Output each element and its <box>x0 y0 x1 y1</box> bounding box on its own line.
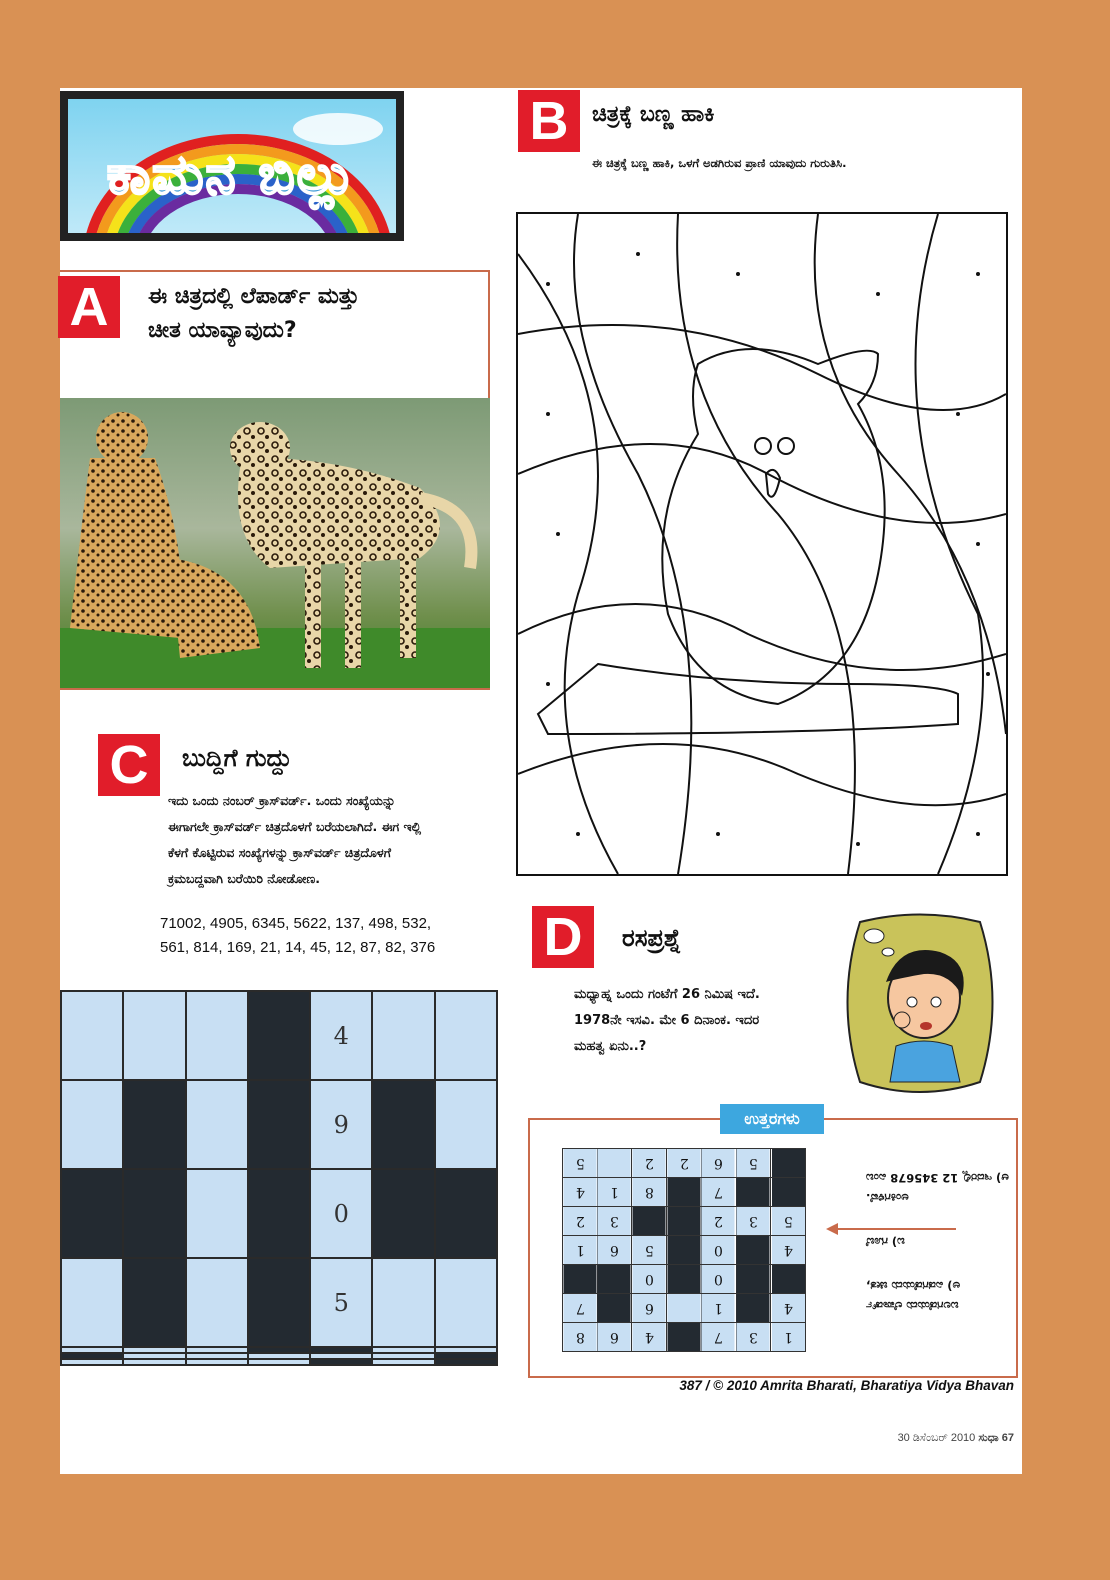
number-crossword-grid <box>60 990 498 1366</box>
grid-cell[interactable]: 5 <box>310 1258 372 1347</box>
grid-cell[interactable]: 6 <box>701 1149 736 1178</box>
grid-cell-blocked <box>435 1359 497 1365</box>
grid-cell[interactable]: 2 <box>563 1207 598 1236</box>
grid-row <box>61 1080 497 1169</box>
grid-cell-blocked <box>632 1207 667 1236</box>
grid-cell[interactable]: 2 <box>701 1207 736 1236</box>
footer-page-number: 67 <box>1001 1432 1014 1444</box>
section-a-question-line2: ಚೀತ ಯಾವ್ಯಾವುದು? <box>148 318 297 343</box>
grid-cell[interactable] <box>435 1080 497 1169</box>
grid-cell[interactable]: 1 <box>597 1178 632 1207</box>
answers-title: ಉತ್ತರಗಳು <box>720 1104 824 1134</box>
grid-cell[interactable] <box>186 1359 248 1365</box>
grid-cell[interactable] <box>435 991 497 1080</box>
grid-cell[interactable] <box>61 1080 123 1169</box>
grid-cell[interactable]: 5 <box>736 1149 771 1178</box>
grid-cell[interactable]: 5 <box>563 1149 598 1178</box>
grid-row <box>563 1149 806 1178</box>
grid-cell-blocked <box>597 1294 632 1323</box>
grid-cell-blocked <box>597 1265 632 1294</box>
grid-cell[interactable]: 7 <box>701 1323 736 1352</box>
grid-cell-blocked <box>435 1169 497 1258</box>
coloring-picture <box>516 212 1008 876</box>
section-c-title: ಬುದ್ದಿಗೆ ಗುದ್ದು <box>182 744 292 772</box>
grid-cell-blocked <box>123 1258 185 1347</box>
section-d-question <box>574 982 760 1060</box>
grid-cell[interactable]: 3 <box>597 1207 632 1236</box>
big-cats-illustration <box>60 398 490 688</box>
grid-cell[interactable]: 0 <box>701 1236 736 1265</box>
grid-row <box>563 1236 806 1265</box>
grid-cell[interactable] <box>123 991 185 1080</box>
section-c-description <box>168 788 508 892</box>
section-c-text-line: ಕ್ರಮಬದ್ದವಾಗಿ ಬರೆಯಿರಿ ನೋಡೋಣ. <box>168 871 320 886</box>
footer-date: 30 ಡಿಸೆಂಬರ್ 2010 <box>897 1432 976 1444</box>
section-a-letter: A <box>58 276 120 338</box>
quiz-question-line: 1978ನೇ ಇಸವಿ. ಮೇ 6 ದಿನಾಂಕ. ಇದರ <box>574 1013 760 1028</box>
grid-row <box>563 1178 806 1207</box>
section-b-instruction: ಈ ಚಿತ್ರಕ್ಕೆ ಬಣ್ಣ ಹಾಕಿ, ಒಳಗೆ ಅಡಗಿರುವ ಪ್ರಾಣಿ ಯಾವುದು ಗುರುತಿಸಿ. <box>592 156 847 170</box>
grid-cell-blocked <box>667 1323 702 1352</box>
grid-row <box>61 991 497 1080</box>
grid-cell[interactable] <box>61 1258 123 1347</box>
grid-row <box>563 1265 806 1294</box>
grid-cell[interactable] <box>61 1359 123 1365</box>
page-footer <box>840 1432 1014 1445</box>
grid-cell-blocked <box>123 1169 185 1258</box>
grid-cell[interactable] <box>248 1359 310 1365</box>
grid-cell[interactable]: 2 <box>632 1149 667 1178</box>
grid-cell[interactable] <box>61 991 123 1080</box>
copyright-credit: 387 / © 2010 Amrita Bharati, Bharatiya Vidya Bhavan <box>679 1378 1014 1393</box>
grid-cell[interactable]: 6 <box>597 1323 632 1352</box>
grid-cell-blocked <box>771 1149 806 1178</box>
grid-cell-blocked <box>61 1169 123 1258</box>
grid-cell[interactable] <box>372 1359 434 1365</box>
grid-cell-blocked <box>563 1265 598 1294</box>
grid-cell-blocked <box>248 1169 310 1258</box>
grid-cell[interactable]: 2 <box>667 1149 702 1178</box>
grid-cell[interactable]: 4 <box>632 1323 667 1352</box>
grid-cell-blocked <box>310 1359 372 1365</box>
grid-cell-blocked <box>771 1265 806 1294</box>
grid-cell-blocked <box>123 1080 185 1169</box>
grid-cell[interactable] <box>186 991 248 1080</box>
grid-cell[interactable] <box>597 1149 632 1178</box>
grid-cell-blocked <box>736 1236 771 1265</box>
grid-cell-blocked <box>771 1178 806 1207</box>
grid-cell-blocked <box>372 1080 434 1169</box>
grid-cell[interactable]: 4 <box>771 1236 806 1265</box>
grid-cell[interactable]: 1 <box>701 1294 736 1323</box>
grid-cell[interactable] <box>435 1258 497 1347</box>
grid-cell-blocked <box>667 1207 702 1236</box>
grid-cell[interactable]: 5 <box>632 1236 667 1265</box>
footer-magazine: ಸುಧಾ <box>978 1432 999 1444</box>
grid-cell[interactable]: 1 <box>771 1323 806 1352</box>
masthead-logo <box>60 91 404 241</box>
cheetah-leopard-photo <box>60 398 490 688</box>
answers-notes <box>866 1168 1012 1316</box>
section-d-letter: D <box>532 906 594 968</box>
answer-crossword-grid <box>562 1148 806 1352</box>
grid-cell-blocked <box>372 1169 434 1258</box>
grid-row <box>61 1359 497 1365</box>
quiz-question-line: ಮಹತ್ವ ಏನು..? <box>574 1039 647 1054</box>
grid-cell[interactable]: 3 <box>736 1323 771 1352</box>
grid-cell[interactable] <box>667 1294 702 1323</box>
answer-note: ಆ) ಇದರಲ್ಲಿ 12 345678 ಎಂಬ <box>866 1171 1009 1185</box>
grid-cell[interactable]: 6 <box>632 1294 667 1323</box>
grid-cell[interactable] <box>372 991 434 1080</box>
grid-cell[interactable]: 0 <box>701 1265 736 1294</box>
grid-cell[interactable] <box>123 1359 185 1365</box>
grid-cell[interactable]: 9 <box>310 1080 372 1169</box>
answer-note: ಅಂಕಿಗಳಿವೆ. <box>866 1191 909 1205</box>
grid-cell[interactable]: 3 <box>736 1207 771 1236</box>
grid-cell[interactable]: 4 <box>310 991 372 1080</box>
section-b-title: ಚಿತ್ರಕ್ಕೆ ಬಣ್ಣ ಹಾಕಿ <box>592 102 715 127</box>
section-c-numbers <box>160 912 435 960</box>
grid-cell[interactable]: 8 <box>563 1323 598 1352</box>
grid-row <box>563 1323 806 1352</box>
grid-cell[interactable] <box>372 1258 434 1347</box>
masthead-title: ಕಾಮನ ಬಿಲ್ಲು <box>106 143 358 206</box>
grid-cell[interactable]: 0 <box>632 1265 667 1294</box>
numbers-line-2: 561, 814, 169, 21, 14, 45, 12, 87, 82, 376 <box>160 939 436 956</box>
grid-cell-blocked <box>667 1265 702 1294</box>
grid-cell[interactable]: 4 <box>563 1178 598 1207</box>
grid-cell-blocked <box>736 1265 771 1294</box>
hidden-owl-drawing <box>518 214 1006 874</box>
grid-cell-blocked <box>736 1178 771 1207</box>
grid-cell-blocked <box>248 1080 310 1169</box>
grid-cell[interactable]: 7 <box>563 1294 598 1323</box>
grid-cell[interactable]: 0 <box>310 1169 372 1258</box>
grid-cell-blocked <box>667 1236 702 1265</box>
grid-cell[interactable]: 4 <box>771 1294 806 1323</box>
grid-row <box>563 1294 806 1323</box>
grid-cell[interactable]: 1 <box>563 1236 598 1265</box>
section-c-letter: C <box>98 734 160 796</box>
grid-cell[interactable]: 7 <box>701 1178 736 1207</box>
grid-cell[interactable]: 6 <box>597 1236 632 1265</box>
thinking-boy-icon <box>840 912 1000 1096</box>
answer-note: ಅ) ಎಡಗಡೆಯದು ಚೀತ, <box>866 1279 961 1293</box>
thinking-boy-illustration <box>840 912 1000 1096</box>
grid-row <box>61 1169 497 1258</box>
grid-cell[interactable] <box>186 1169 248 1258</box>
section-d-title: ರಸಪ್ರಶ್ನೆ <box>622 924 682 952</box>
grid-cell-blocked <box>248 1258 310 1347</box>
grid-cell[interactable] <box>186 1258 248 1347</box>
grid-cell[interactable]: 5 <box>771 1207 806 1236</box>
answer-note: ಬಲಗಡೆಯದು ಲೆಪಾರ್ಡ್ <box>866 1299 959 1313</box>
grid-cell-blocked <box>248 991 310 1080</box>
grid-cell[interactable] <box>186 1080 248 1169</box>
grid-row <box>61 1258 497 1347</box>
section-a-question-line1: ಈ ಚಿತ್ರದಲ್ಲಿ ಲೆಪಾರ್ಡ್ ಮತ್ತು <box>148 284 360 309</box>
section-b-letter: B <box>518 90 580 152</box>
section-c-text-line: ಇದು ಒಂದು ನಂಬರ್ ಕ್ರಾಸ್‌ವರ್ಡ್. ಒಂದು ಸಂಖ್ಯೆಯನ್ನು <box>168 793 396 808</box>
grid-row <box>563 1207 806 1236</box>
answer-note: ಬ) ಗೂಬೆ <box>866 1235 905 1249</box>
section-c-text-line: ಕೆಳಗೆ ಕೊಟ್ಟಿರುವ ಸಂಖ್ಯೆಗಳನ್ನು ಕ್ರಾಸ್‌ವರ್ಡ್ ಚಿತ್ರದೊಳಗೆ <box>168 845 391 860</box>
grid-cell[interactable]: 8 <box>632 1178 667 1207</box>
grid-cell-blocked <box>667 1178 702 1207</box>
grid-cell-blocked <box>736 1294 771 1323</box>
quiz-question-line: ಮಧ್ಯಾಹ್ನ ಒಂದು ಗಂಟೆಗೆ 26 ನಿಮಿಷ ಇದೆ. <box>574 987 760 1002</box>
numbers-line-1: 71002, 4905, 6345, 5622, 137, 498, 532, <box>160 915 432 932</box>
section-c-text-line: ಈಗಾಗಲೇ ಕ್ರಾಸ್‌ವರ್ಡ್ ಚಿತ್ರದೊಳಗೆ ಬರೆಯಲಾಗಿದೆ. ಈಗ ಇಲ್ಲಿ <box>168 819 422 834</box>
